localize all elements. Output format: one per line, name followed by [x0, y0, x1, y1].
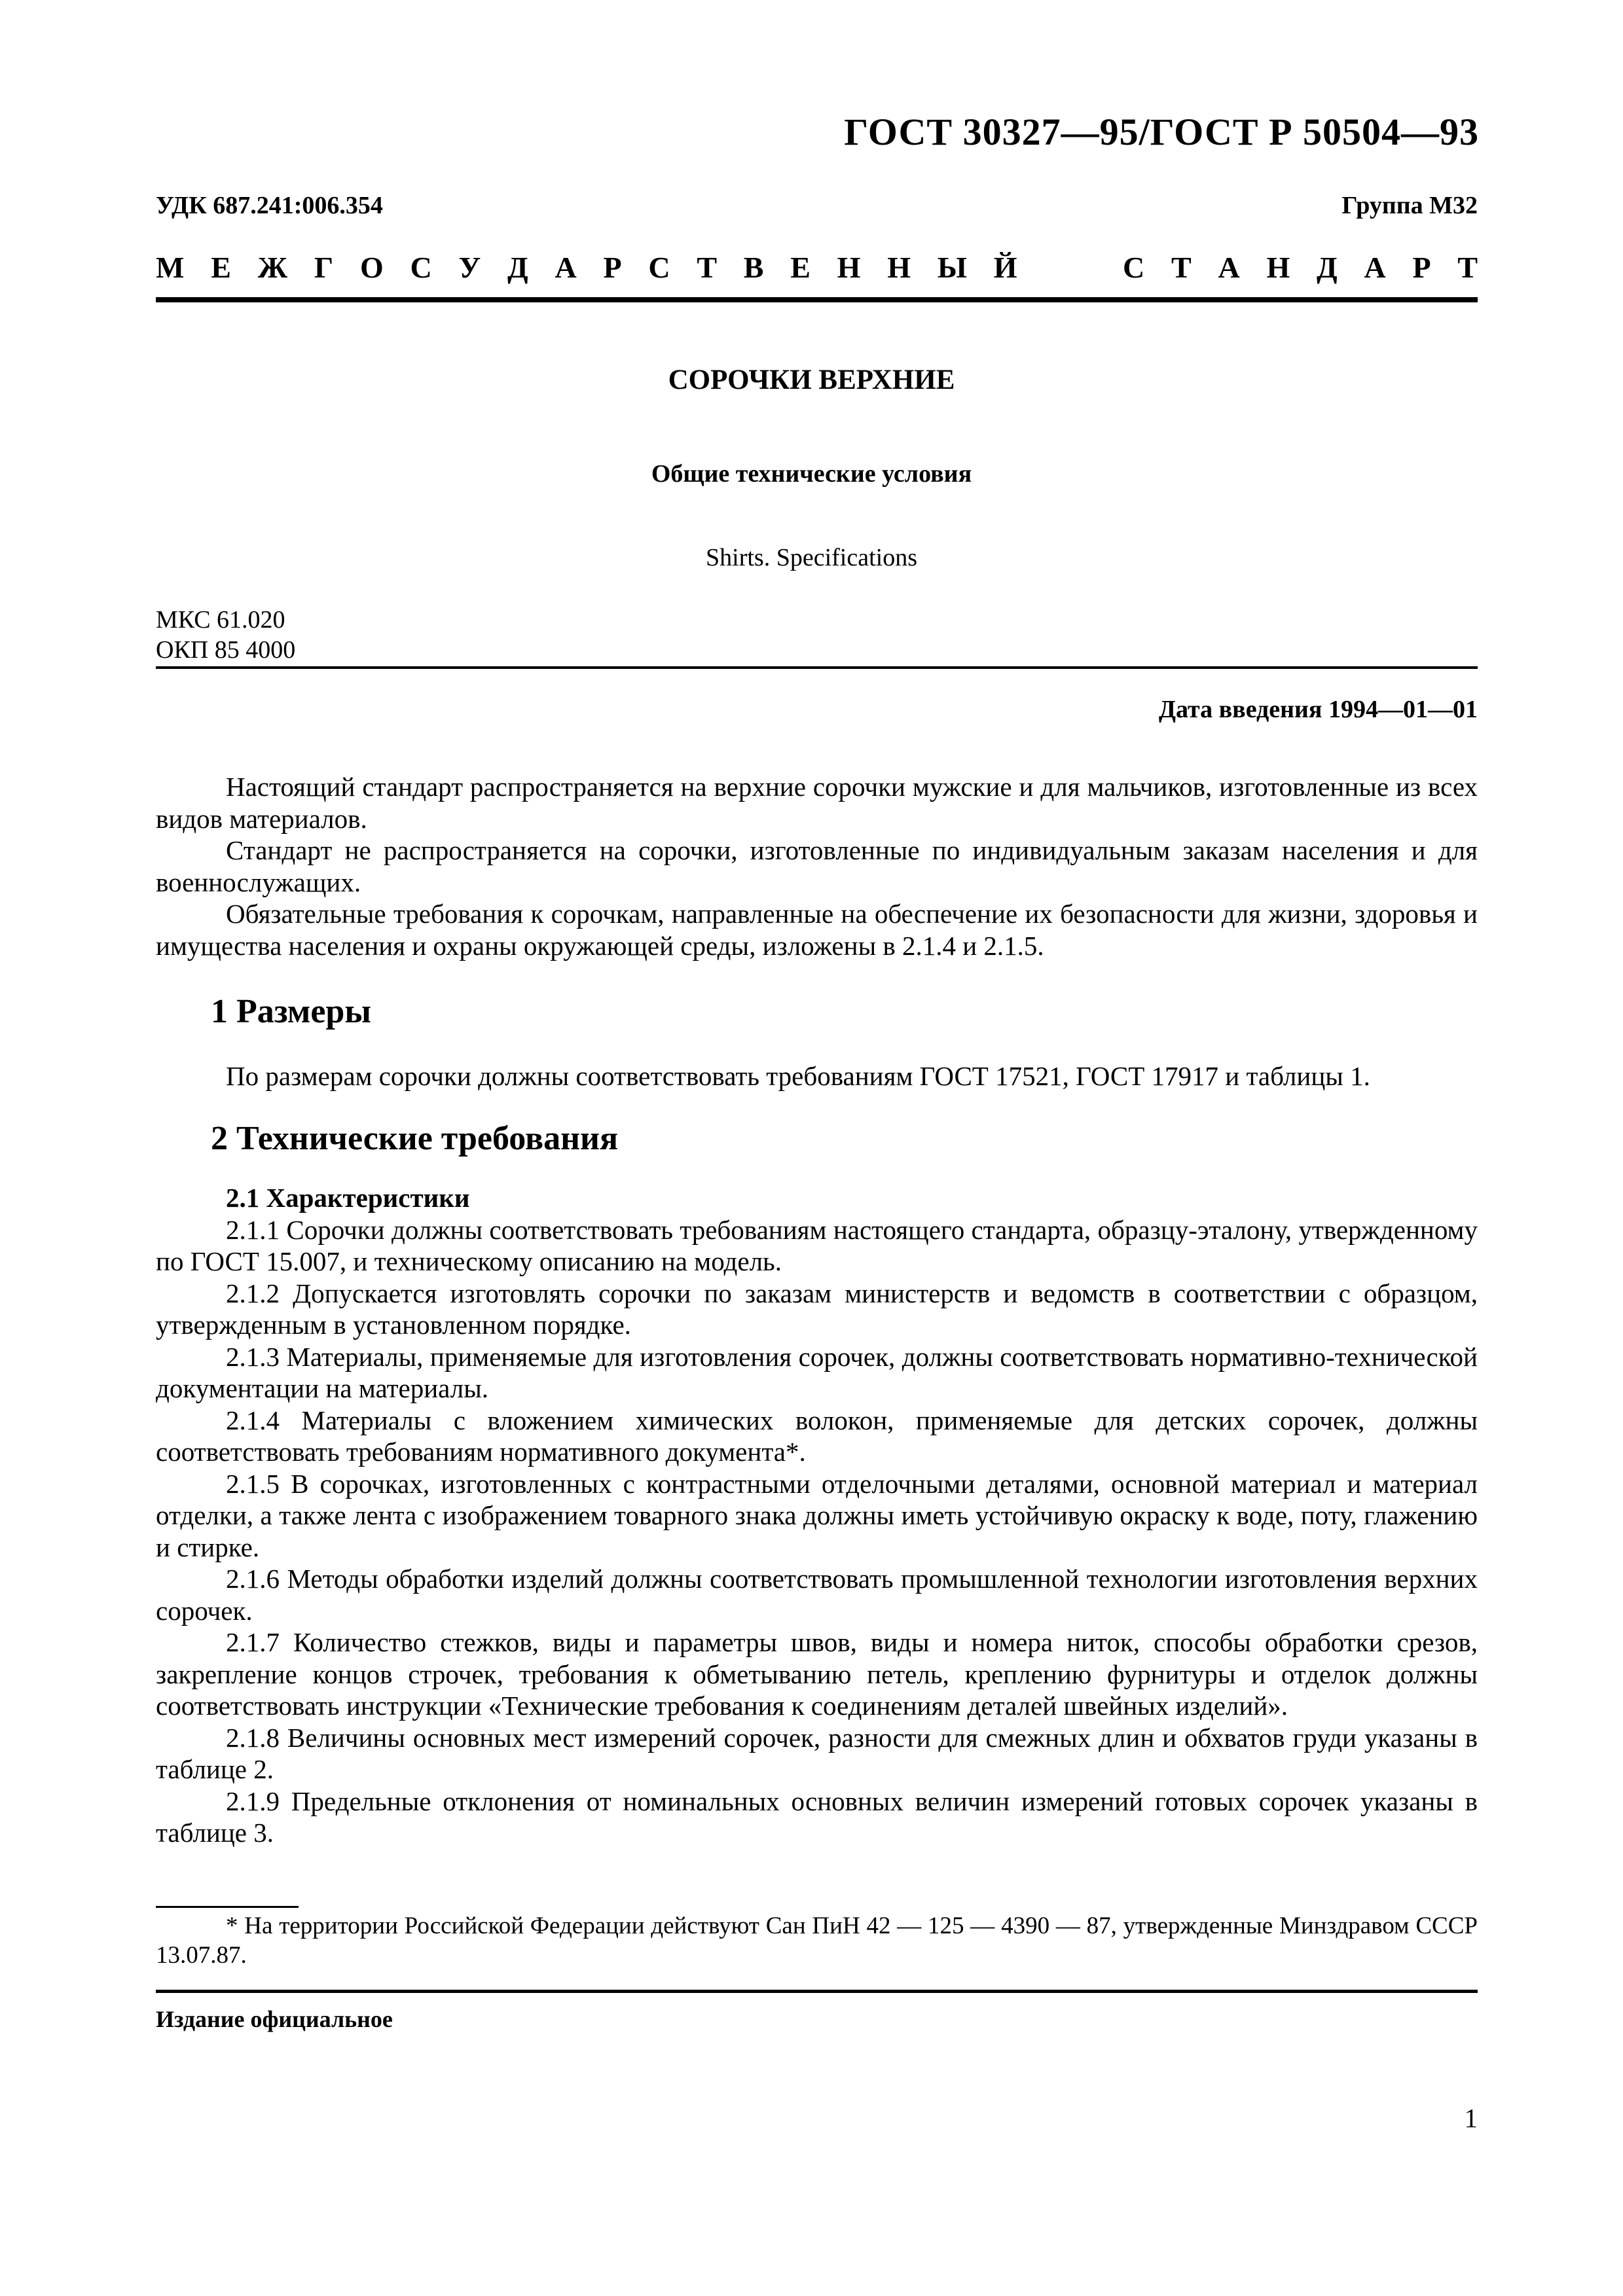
intro-paragraph: Стандарт не распространяется на сорочки, изготовленные по индивидуальным заказам населения и для военнослужащих. [156, 835, 1478, 897]
heading-letter: Д [507, 251, 528, 284]
clause-paragraph: 2.1.1 Сорочки должны соответствовать требованиям настоящего стандарта, образцу-эталону, утвержденному по ГОСТ 15.007, и техническому описанию на модель. [156, 1214, 1478, 1276]
clause-paragraph: 2.1.3 Материалы, применяемые для изготовления сорочек, должны соответствовать нормативно-технической документации на материалы. [156, 1341, 1478, 1403]
introduction-date: Дата введения 1994—01—01 [1158, 696, 1478, 723]
heading-letter: Р [603, 251, 622, 284]
standard-code: ГОСТ 30327—95/ГОСТ Р 50504—93 [844, 111, 1479, 153]
page-number: 1 [1464, 2103, 1478, 2133]
clause-paragraph: 2.1.5 В сорочках, изготовленных с контрастными отделочными деталями, основной материал и материал отделки, а также лента с изображением товарного знака должны иметь устойчивую окраску к воде, поту, глажению и стирке. [156, 1468, 1478, 1562]
udk-code: УДК 687.241:006.354 [156, 192, 383, 219]
heading-letter: А [1364, 251, 1386, 284]
footer-divider [156, 1990, 1478, 1993]
heading-letter: А [1218, 251, 1240, 284]
clause-paragraph: 2.1.9 Предельные отклонения от номинальных основных величин измерений готовых сорочек указаны в таблице 3. [156, 1785, 1478, 1848]
section-2-text [156, 1182, 1478, 1849]
okp-code: ОКП 85 4000 [156, 636, 296, 664]
clause-paragraph: 2.1.7 Количество стежков, виды и параметры швов, виды и номера ниток, способы обработки срезов, закрепление концов строчек, требования к обметыванию петель, креплению фурнитуры и отделок должны соответствовать инструкции «Технические требования к соединениям деталей швейных изделий». [156, 1627, 1478, 1721]
heading-letter: Н [1266, 251, 1290, 284]
english-title: Shirts. Specifications [706, 544, 917, 571]
heading-letter: О [359, 251, 384, 284]
heading-letter: Е [790, 251, 811, 284]
heading-letter: Ж [257, 251, 288, 284]
heading-letter: М [156, 251, 185, 284]
section-1-text [156, 1060, 1478, 1092]
footnote [156, 1911, 1478, 1970]
mks-code: МКС 61.020 [156, 606, 285, 634]
intro-paragraph: Обязательные требования к сорочкам, направленные на обеспечение их безопасности для жизни, здоровья и имущества населения и охраны окружающей среды, изложены в 2.1.4 и 2.1.5. [156, 899, 1478, 961]
classification-divider [156, 666, 1478, 669]
clause-paragraph: 2.1.2 Допускается изготовлять сорочки по заказам министерств и ведомств в соответствии с образцом, утвержденным в установленном порядке. [156, 1278, 1478, 1340]
word-gap [1044, 250, 1096, 285]
classification-codes [156, 605, 295, 665]
heading-letter: Д [1317, 251, 1338, 284]
clause-paragraph: 2.1.6 Методы обработки изделий должны соответствовать промышленной технологии изготовления верхних сорочек. [156, 1564, 1478, 1626]
intro-text [156, 771, 1478, 961]
heading-letter: Ы [937, 251, 967, 284]
group-code: Группа М32 [1341, 192, 1478, 219]
document-title: СОРОЧКИ ВЕРХНИЕ [668, 365, 955, 395]
document-subtitle: Общие технические условия [651, 460, 972, 488]
heading-letter: Н [837, 251, 861, 284]
heading-letter: С [648, 251, 670, 284]
heading-letter: Н [887, 251, 911, 284]
heading-letter: А [555, 251, 577, 284]
heading-letter: Т [1457, 251, 1478, 284]
heading-letter: У [458, 251, 481, 284]
section-1-paragraph: По размерам сорочки должны соответствовать требованиям ГОСТ 17521, ГОСТ 17917 и таблицы 1. [226, 1061, 1370, 1091]
heading-letter: Г [314, 251, 334, 284]
heading-letter: В [743, 251, 764, 284]
section-1-heading: 1 Размеры [211, 993, 371, 1030]
footnote-divider [156, 1906, 299, 1908]
intro-paragraph: Настоящий стандарт распространяется на верхние сорочки мужские и для мальчиков, изготовленные из всех видов материалов. [156, 772, 1478, 834]
heading-letter: Й [993, 251, 1017, 284]
heading-letter: Т [697, 251, 717, 284]
section-2-heading: 2 Технические требования [211, 1120, 619, 1157]
heading-letter: С [410, 251, 432, 284]
clause-paragraph: 2.1.4 Материалы с вложением химических волокон, применяемые для детских сорочек, должны соответствовать требованиям нормативного документа*. [156, 1405, 1478, 1467]
heading-letter: Т [1171, 251, 1192, 284]
clause-paragraph: 2.1.8 Величины основных мест измерений сорочек, разности для смежных длин и обхватов груди указаны в таблице 2. [156, 1722, 1478, 1784]
heading-letter: Е [211, 251, 231, 284]
interstate-standard-heading [156, 250, 1478, 285]
subsection-heading: 2.1 Характеристики [226, 1183, 470, 1213]
heading-letter: С [1123, 251, 1145, 284]
footnote-text: * На территории Российской Федерации действуют Сан ПиН 42 — 125 — 4390 — 87, утвержденные Минздравом СССР 13.07.87. [156, 1912, 1478, 1969]
heading-letter: Р [1412, 251, 1431, 284]
header-divider [156, 297, 1478, 302]
edition-label: Издание официальное [156, 2006, 393, 2032]
